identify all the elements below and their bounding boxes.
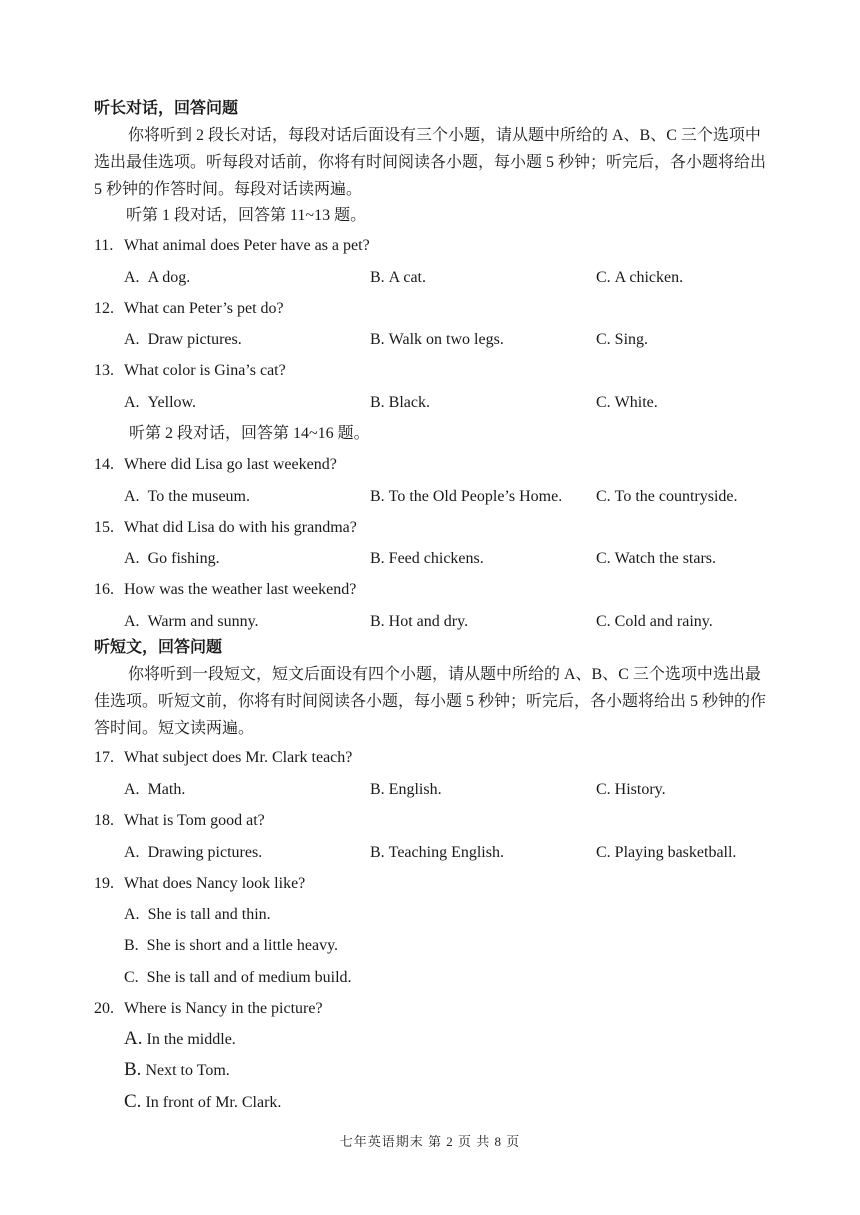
question-text: How was the weather last weekend? — [124, 581, 357, 598]
question-text: What color is Gina’s cat? — [124, 362, 286, 379]
question-text: What subject does Mr. Clark teach? — [124, 749, 353, 766]
question-number: 16. — [94, 581, 114, 598]
q20-option-c: C. In front of Mr. Clark. — [124, 1091, 282, 1112]
q12-option-a: A. Draw pictures. — [124, 331, 242, 348]
question-text: What can Peter’s pet do? — [124, 300, 284, 317]
q12-option-b: B. Walk on two legs. — [370, 331, 504, 348]
q20-option-a: A. In the middle. — [124, 1028, 236, 1049]
question-number: 15. — [94, 519, 114, 536]
question-19 — [94, 874, 305, 894]
q11-option-a: A. A dog. — [124, 269, 191, 286]
dialog2-note: 听第 2 段对话，回答第 14~16 题。 — [129, 425, 370, 442]
q13-option-a: A. Yellow. — [124, 394, 197, 411]
question-number: 14. — [94, 456, 114, 473]
q20-option-b: B. Next to Tom. — [124, 1059, 230, 1080]
question-17 — [94, 748, 352, 768]
section2-intro-text: 你将听到一段短文，短文后面设有四个小题，请从题中所给的 A、B、C 三个选项中选出最佳选项。听短文前，你将有时间阅读各小题，每小题 5 秒钟；听完后，各小题将给出 5 秒钟的作答时间。短文读两遍。 — [94, 666, 767, 737]
q13-option-b: B. Black. — [370, 394, 430, 411]
q15-option-b: B. Feed chickens. — [370, 550, 484, 567]
question-text: What did Lisa do with his grandma? — [124, 519, 357, 536]
q12-option-c: C. Sing. — [596, 331, 649, 348]
question-text: What is Tom good at? — [124, 812, 265, 829]
section1-intro-text: 你将听到 2 段长对话，每段对话后面设有三个小题，请从题中所给的 A、B、C 三个选项中选出最佳选项。听每段对话前，你将有时间阅读各小题，每小题 5 秒钟；听完后，各小题将给出 5 秒钟的作答时间。每段对话读两遍。 — [94, 127, 767, 198]
q17-option-a: A. Math. — [124, 781, 186, 798]
q14-option-a: A. To the museum. — [124, 488, 250, 505]
q17-option-c: C. History. — [596, 781, 666, 798]
question-number: 19. — [94, 875, 114, 892]
q16-option-a: A. Warm and sunny. — [124, 613, 259, 630]
question-text: What animal does Peter have as a pet? — [124, 237, 370, 254]
question-number: 12. — [94, 300, 114, 317]
q18-option-a: A. Drawing pictures. — [124, 844, 263, 861]
question-number: 13. — [94, 362, 114, 379]
q13-option-c: C. White. — [596, 394, 658, 411]
q18-option-b: B. Teaching English. — [370, 844, 504, 861]
q11-option-c: C. A chicken. — [596, 269, 684, 286]
question-number: 17. — [94, 749, 114, 766]
q15-option-c: C. Watch the stars. — [596, 550, 717, 567]
section2-intro — [94, 661, 768, 742]
question-number: 18. — [94, 812, 114, 829]
question-text: Where is Nancy in the picture? — [124, 1000, 323, 1017]
q19-option-b: B. She is short and a little heavy. — [124, 937, 339, 954]
question-15 — [94, 518, 357, 538]
q19-option-c: C. She is tall and of medium build. — [124, 969, 352, 986]
page-footer: 七年英语期末 第 2 页 共 8 页 — [339, 1134, 521, 1149]
question-number: 11. — [94, 237, 114, 254]
question-11 — [94, 236, 370, 256]
dialog1-note: 听第 1 段对话，回答第 11~13 题。 — [126, 207, 367, 224]
q14-option-b: B. To the Old People’s Home. — [370, 488, 563, 505]
q18-option-c: C. Playing basketball. — [596, 844, 737, 861]
q16-option-b: B. Hot and dry. — [370, 613, 469, 630]
question-12 — [94, 299, 284, 319]
section1-title: 听长对话，回答问题 — [94, 100, 239, 117]
question-18 — [94, 811, 265, 831]
question-text: Where did Lisa go last weekend? — [124, 456, 337, 473]
section2-title: 听短文，回答问题 — [94, 639, 223, 656]
q16-option-c: C. Cold and rainy. — [596, 613, 713, 630]
section1-intro — [94, 122, 768, 203]
question-number: 20. — [94, 1000, 114, 1017]
question-20 — [94, 999, 323, 1019]
q17-option-b: B. English. — [370, 781, 442, 798]
q14-option-c: C. To the countryside. — [596, 488, 738, 505]
question-13 — [94, 361, 286, 381]
q19-option-a: A. She is tall and thin. — [124, 906, 271, 923]
q11-option-b: B. A cat. — [370, 269, 426, 286]
question-14 — [94, 455, 337, 475]
question-16 — [94, 580, 356, 600]
q15-option-a: A. Go fishing. — [124, 550, 220, 567]
question-text: What does Nancy look like? — [124, 875, 306, 892]
